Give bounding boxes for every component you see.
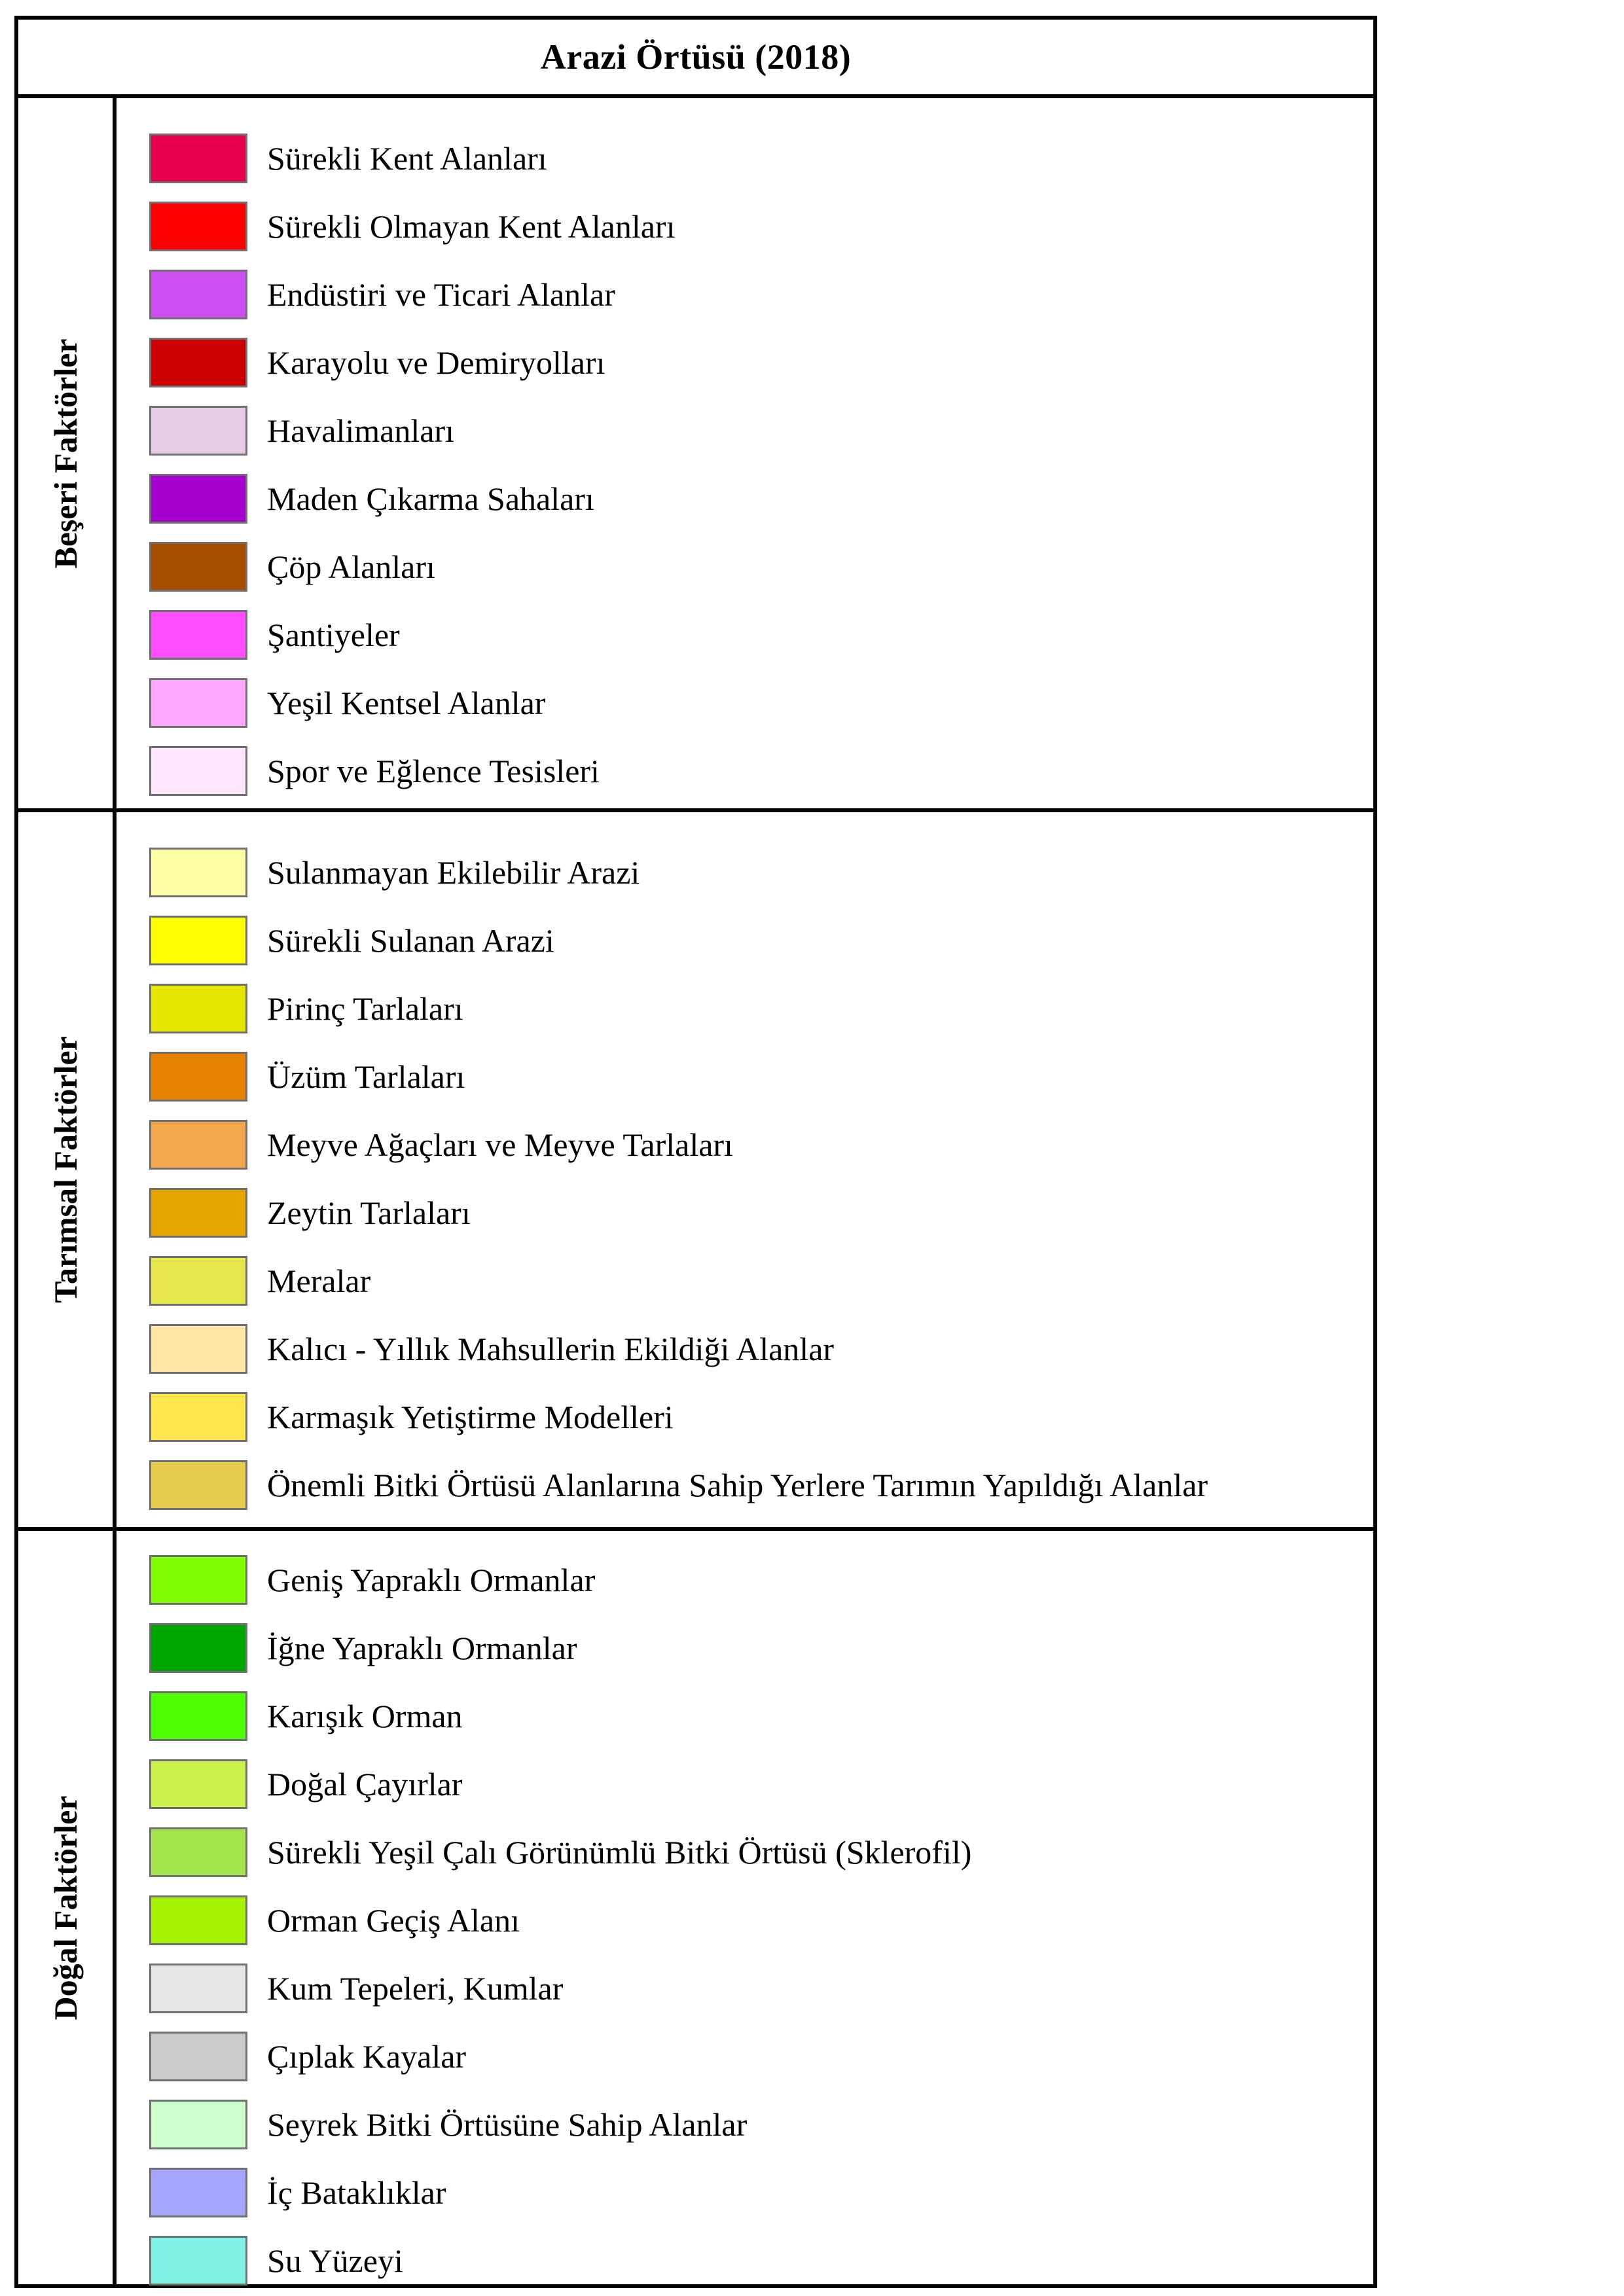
legend-item xyxy=(117,473,1373,525)
color-swatch xyxy=(149,2100,247,2149)
legend-item-label: Doğal Çayırlar xyxy=(267,1766,463,1803)
section-label: Doğal Faktörler xyxy=(47,1795,84,2020)
color-swatch xyxy=(149,1120,247,1170)
legend-item-list xyxy=(117,98,1373,808)
legend-item xyxy=(117,2166,1373,2219)
legend-item xyxy=(117,1323,1373,1375)
color-swatch xyxy=(149,1623,247,1673)
section-label: Tarımsal Faktörler xyxy=(47,1036,84,1303)
legend-item xyxy=(117,1894,1373,1946)
legend-item xyxy=(117,1690,1373,1742)
color-swatch xyxy=(149,1052,247,1102)
color-swatch xyxy=(149,2168,247,2217)
legend-item-label: Sürekli Sulanan Arazi xyxy=(267,922,554,959)
legend-item-label: Sulanmayan Ekilebilir Arazi xyxy=(267,854,640,891)
color-swatch xyxy=(149,270,247,319)
section-side-column xyxy=(18,1531,117,2284)
color-swatch xyxy=(149,1392,247,1442)
legend-item xyxy=(117,982,1373,1035)
legend-item xyxy=(117,336,1373,389)
legend-item-label: Meyve Ağaçları ve Meyve Tarlaları xyxy=(267,1126,733,1163)
legend-item-label: Karmaşık Yetiştirme Modelleri xyxy=(267,1399,674,1435)
color-swatch xyxy=(149,1827,247,1877)
legend-item-label: Sürekli Kent Alanları xyxy=(267,140,547,177)
legend-item-label: İğne Yapraklı Ormanlar xyxy=(267,1630,577,1666)
section-tarimsal xyxy=(18,812,1373,1531)
legend-item xyxy=(117,1962,1373,2015)
legend-item xyxy=(117,1622,1373,1674)
legend-title: Arazi Örtüsü (2018) xyxy=(540,37,852,77)
legend-item xyxy=(117,1391,1373,1443)
land-cover-legend xyxy=(14,16,1377,2288)
legend-item-label: Meralar xyxy=(267,1263,371,1299)
legend-item-label: Su Yüzeyi xyxy=(267,2242,403,2279)
legend-item xyxy=(117,2030,1373,2083)
legend-item xyxy=(117,268,1373,321)
section-beseri xyxy=(18,98,1373,812)
legend-item-label: Seyrek Bitki Örtüsüne Sahip Alanlar xyxy=(267,2106,748,2143)
legend-item-label: Pirinç Tarlaları xyxy=(267,990,463,1027)
color-swatch xyxy=(149,1256,247,1306)
section-label: Beşeri Faktörler xyxy=(47,338,84,569)
legend-item-label: Çıplak Kayalar xyxy=(267,2038,467,2075)
color-swatch xyxy=(149,1691,247,1741)
legend-item-label: Orman Geçiş Alanı xyxy=(267,1902,520,1939)
color-swatch xyxy=(149,678,247,728)
legend-item xyxy=(117,609,1373,661)
color-swatch xyxy=(149,1188,247,1238)
color-swatch xyxy=(149,848,247,897)
legend-item xyxy=(117,1187,1373,1239)
section-dogal xyxy=(18,1531,1373,2284)
legend-item-label: Önemli Bitki Örtüsü Alanlarına Sahip Yerlere Tarımın Yapıldığı Alanlar xyxy=(267,1467,1208,1503)
color-swatch xyxy=(149,2236,247,2286)
legend-item-label: Spor ve Eğlence Tesisleri xyxy=(267,753,600,789)
legend-item-label: Havalimanları xyxy=(267,412,454,449)
legend-item-label: Kalıcı - Yıllık Mahsullerin Ekildiği Alanlar xyxy=(267,1331,835,1367)
legend-item xyxy=(117,132,1373,185)
legend-item-label: Endüstiri ve Ticari Alanlar xyxy=(267,276,615,313)
legend-item-label: Üzüm Tarlaları xyxy=(267,1058,465,1095)
legend-item-label: Maden Çıkarma Sahaları xyxy=(267,480,594,517)
legend-item xyxy=(117,200,1373,253)
color-swatch xyxy=(149,1324,247,1374)
legend-item xyxy=(117,1255,1373,1307)
color-swatch xyxy=(149,542,247,592)
legend-item xyxy=(117,1050,1373,1103)
legend-item xyxy=(117,677,1373,729)
color-swatch xyxy=(149,1964,247,2013)
legend-item xyxy=(117,1758,1373,1810)
legend-item-label: Sürekli Yeşil Çalı Görünümlü Bitki Örtüsü (Sklerofil) xyxy=(267,1834,972,1871)
legend-item xyxy=(117,404,1373,457)
legend-item-label: Karışık Orman xyxy=(267,1698,463,1734)
legend-item-label: Zeytin Tarlaları xyxy=(267,1194,471,1231)
color-swatch xyxy=(149,202,247,251)
color-swatch xyxy=(149,474,247,524)
color-swatch xyxy=(149,916,247,965)
legend-item-label: Karayolu ve Demiryolları xyxy=(267,344,605,381)
legend-item xyxy=(117,846,1373,899)
legend-title-row xyxy=(18,20,1373,98)
color-swatch xyxy=(149,1895,247,1945)
legend-item xyxy=(117,745,1373,797)
legend-item-list xyxy=(117,1531,1373,2284)
legend-item-list xyxy=(117,812,1373,1527)
legend-item xyxy=(117,2098,1373,2151)
legend-item xyxy=(117,541,1373,593)
legend-item xyxy=(117,2234,1373,2287)
color-swatch xyxy=(149,984,247,1033)
legend-item xyxy=(117,1554,1373,1606)
legend-item-label: İç Bataklıklar xyxy=(267,2174,446,2211)
legend-item-label: Sürekli Olmayan Kent Alanları xyxy=(267,208,676,245)
legend-item xyxy=(117,914,1373,967)
color-swatch xyxy=(149,610,247,660)
section-side-column xyxy=(18,98,117,808)
legend-item-label: Çöp Alanları xyxy=(267,548,435,585)
color-swatch xyxy=(149,338,247,387)
legend-item xyxy=(117,1459,1373,1511)
color-swatch xyxy=(149,1460,247,1510)
legend-item xyxy=(117,1826,1373,1878)
section-side-column xyxy=(18,812,117,1527)
color-swatch xyxy=(149,2032,247,2081)
legend-item-label: Yeşil Kentsel Alanlar xyxy=(267,685,546,721)
color-swatch xyxy=(149,1759,247,1809)
legend-item-label: Kum Tepeleri, Kumlar xyxy=(267,1970,564,2007)
color-swatch xyxy=(149,134,247,183)
color-swatch xyxy=(149,406,247,456)
color-swatch xyxy=(149,1555,247,1605)
legend-item-label: Geniş Yapraklı Ormanlar xyxy=(267,1562,596,1598)
legend-item xyxy=(117,1119,1373,1171)
legend-item-label: Şantiyeler xyxy=(267,617,400,653)
color-swatch xyxy=(149,746,247,796)
